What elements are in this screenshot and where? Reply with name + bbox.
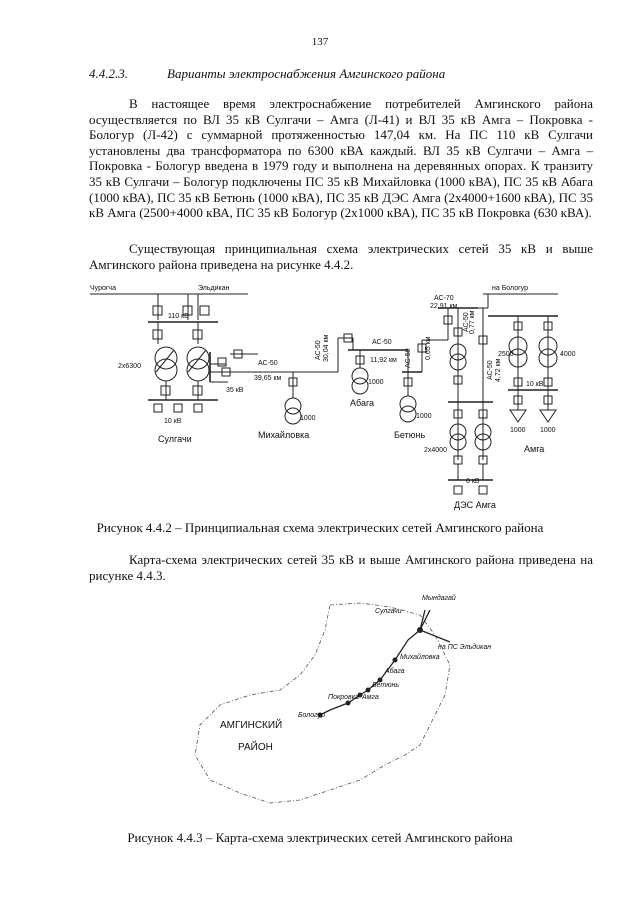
label-110kv: 110 кВ: [168, 313, 189, 320]
label-des-2x4000: 2х4000: [424, 447, 447, 454]
label-abaga: Абага: [350, 398, 375, 408]
label-6kv: 6 кВ: [466, 478, 480, 485]
section-title: Варианты электроснабжения Амгинского района: [167, 66, 446, 81]
label-sulgachi: Сулгачи: [158, 434, 192, 444]
label-eldikan: Эльдикан: [198, 285, 230, 292]
label-tr-2x6300: 2х6300: [118, 363, 141, 370]
map-label-betyun: Бетюнь: [372, 682, 399, 689]
label-amga-1000-a: 1000: [510, 427, 526, 434]
label-mikhailovka-tr: 1000: [300, 415, 316, 422]
section-heading: [89, 66, 445, 82]
label-line2-type: АС-50: [315, 340, 322, 360]
figure-4-4-2-caption: Рисунок 4.4.2 – Принципиальная схема электрических сетей Амгинского района: [96, 520, 544, 535]
label-line4-length: 0,65 км: [425, 336, 432, 360]
label-35kv: 35 кВ: [226, 387, 244, 394]
label-line5-length: 0,77 км: [469, 310, 476, 334]
figure-4-4-3-caption: Рисунок 4.4.3 – Карта-схема электрических сетей Амгинского района: [127, 830, 513, 845]
label-mikhailovka: Михайловка: [258, 430, 310, 440]
map-label-myndagay: Мындагай: [422, 595, 456, 602]
map-label-mikhailovka: Михайловка: [400, 654, 440, 661]
map-region-name-line2: РАЙОН: [238, 742, 273, 753]
label-amga-4000: 4000: [560, 351, 576, 358]
page-number: 137: [311, 36, 329, 48]
label-10kv: 10 кВ: [164, 418, 182, 425]
label-amga-1000-b: 1000: [540, 427, 556, 434]
region-map: [180, 585, 492, 820]
label-betyun-tr: 1000: [416, 413, 432, 420]
electrical-scheme-diagram: [88, 280, 598, 512]
map-label-pokrovka: Покровка: [328, 694, 359, 701]
label-line3-type: АС-50: [372, 339, 392, 346]
label-line4-type: АС-50: [405, 348, 412, 368]
map-label-amga: Амга: [362, 694, 379, 701]
section-number: 4.4.2.3.: [89, 66, 128, 81]
label-line3-length: 11,92 км: [370, 357, 397, 364]
label-line1-type: АС-50: [258, 360, 278, 367]
label-line2-length: 30,04 км: [323, 334, 330, 362]
label-churogcha: Чурогча: [90, 285, 116, 292]
label-line6-type: АС-70: [434, 295, 454, 302]
label-line7-length: 4,72 км: [495, 358, 502, 382]
label-amga: Амга: [524, 444, 545, 454]
label-line5-type: АС-50: [463, 312, 470, 332]
map-label-sulgachi: Сулгачи: [375, 608, 402, 615]
map-label-abaga: Абага: [385, 668, 405, 675]
map-label-bologur: Бологур: [298, 712, 325, 719]
label-to-bologur: на Бологур: [492, 285, 528, 292]
label-line6-length: 22,91 км: [430, 303, 458, 310]
paragraph-power-supply: В настоящее время электроснабжение потребителей Амгинского района осуществляется по ВЛ 35 кВ Сулгачи – Амга (Л-41) и ВЛ 35 кВ Амга – Покровка - Бологур (Л-42) с суммарной протяженностью 147,04 км. На ПС 110 кВ Сулгачи установлены два трансформатора по 6300 кВА каждый. ВЛ 35 кВ Сулгачи – Амга – Покровка - Бологур введена в 1979 году и выполнена на деревянных опорах. К транзиту 35 кВ Сулгачи – Бологур подключены ПС 35 кВ Михайловка (1000 кВА), ПС 35 кВ Абага (1000 кВА), ПС 35 кВ Бетюнь (1000 кВА), ПС 35 кВ ДЭС Амга (2х4000+1600 кВА), ПС 35 кВ Амга (2500+4000 кВА, ПС 35 кВ Бологур (2х1000 кВА), ПС 35 кВ Покровка (630 кВА).: [89, 96, 593, 221]
map-region-name-line1: АМГИНСКИЙ: [220, 720, 283, 731]
map-label-to-eldikan: на ПС Эльдикан: [438, 644, 492, 651]
label-des-amga: ДЭС Амга: [454, 500, 496, 510]
label-betyun: Бетюнь: [394, 430, 426, 440]
paragraph-scheme-ref: Существующая принципиальная схема электрических сетей 35 кВ и выше Амгинского района приведена на рисунке 4.4.2.: [89, 241, 593, 272]
paragraph-map-ref: Карта-схема электрических сетей 35 кВ и выше Амгинского района приведена на рисунке 4.4.3.: [89, 552, 593, 583]
label-abaga-tr: 1000: [368, 379, 384, 386]
label-amga-2500: 2500: [498, 351, 514, 358]
label-amga-10kv: 10 кВ: [526, 381, 544, 388]
label-line1-length: 39,65 км: [254, 375, 282, 382]
label-line7-type: АС-50: [487, 360, 494, 380]
